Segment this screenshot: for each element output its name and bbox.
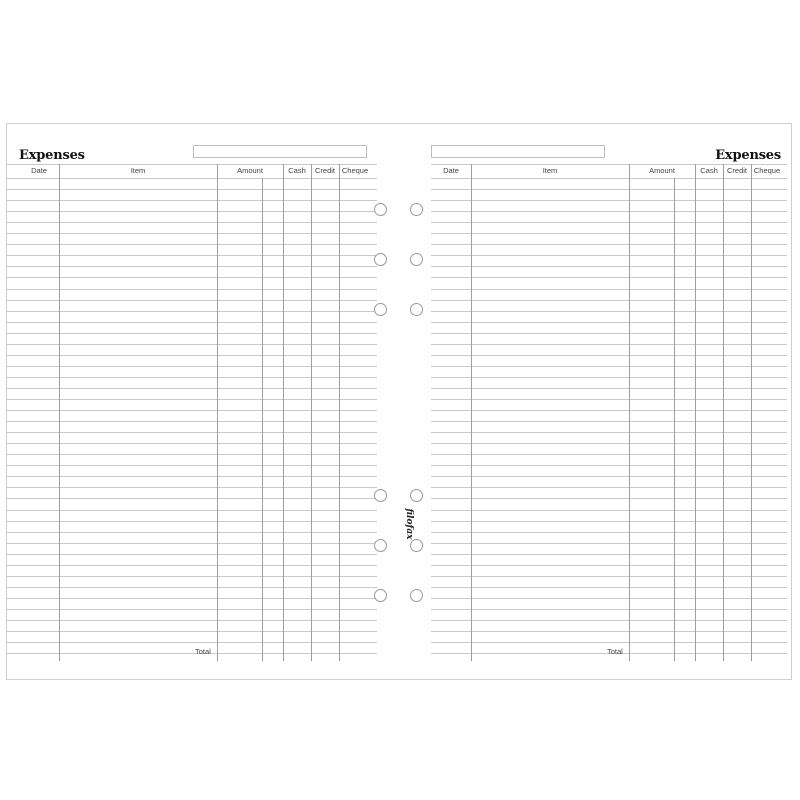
expense-ledger-grid[interactable] xyxy=(7,164,377,664)
brand-logo: filofax xyxy=(404,508,414,540)
organizer-sheet xyxy=(6,123,792,680)
column-header-cheque: Cheque xyxy=(341,166,369,175)
binder-hole xyxy=(374,489,387,502)
binder-hole xyxy=(374,253,387,266)
binder-hole xyxy=(374,203,387,216)
column-header-date: Date xyxy=(443,166,459,175)
column-header-item: Item xyxy=(542,166,558,175)
binder-hole xyxy=(410,253,423,266)
left-page xyxy=(7,124,377,679)
total-label: Total xyxy=(195,647,211,656)
binder-hole xyxy=(374,539,387,552)
column-header-item: Item xyxy=(130,166,146,175)
total-label: Total xyxy=(607,647,623,656)
binder-hole xyxy=(374,303,387,316)
binder-hole xyxy=(410,203,423,216)
binder-hole xyxy=(410,539,423,552)
column-header-cheque: Cheque xyxy=(753,166,781,175)
ledger-lines xyxy=(431,164,787,664)
binder-hole xyxy=(410,589,423,602)
expense-ledger-grid[interactable] xyxy=(431,164,787,664)
page-title: Expenses xyxy=(715,148,781,163)
column-header-date: Date xyxy=(31,166,47,175)
heading-entry-box[interactable] xyxy=(193,145,367,158)
column-header-cash: Cash xyxy=(288,166,306,175)
column-header-amount: Amount xyxy=(237,166,263,175)
column-header-cash: Cash xyxy=(700,166,718,175)
ledger-lines xyxy=(7,164,377,664)
page-title: Expenses xyxy=(19,148,85,163)
column-header-credit: Credit xyxy=(726,166,747,175)
binder-hole xyxy=(410,303,423,316)
right-page xyxy=(425,124,793,679)
column-header-credit: Credit xyxy=(314,166,335,175)
binder-hole xyxy=(410,489,423,502)
column-header-amount: Amount xyxy=(649,166,675,175)
binder-hole xyxy=(374,589,387,602)
heading-entry-box[interactable] xyxy=(431,145,605,158)
